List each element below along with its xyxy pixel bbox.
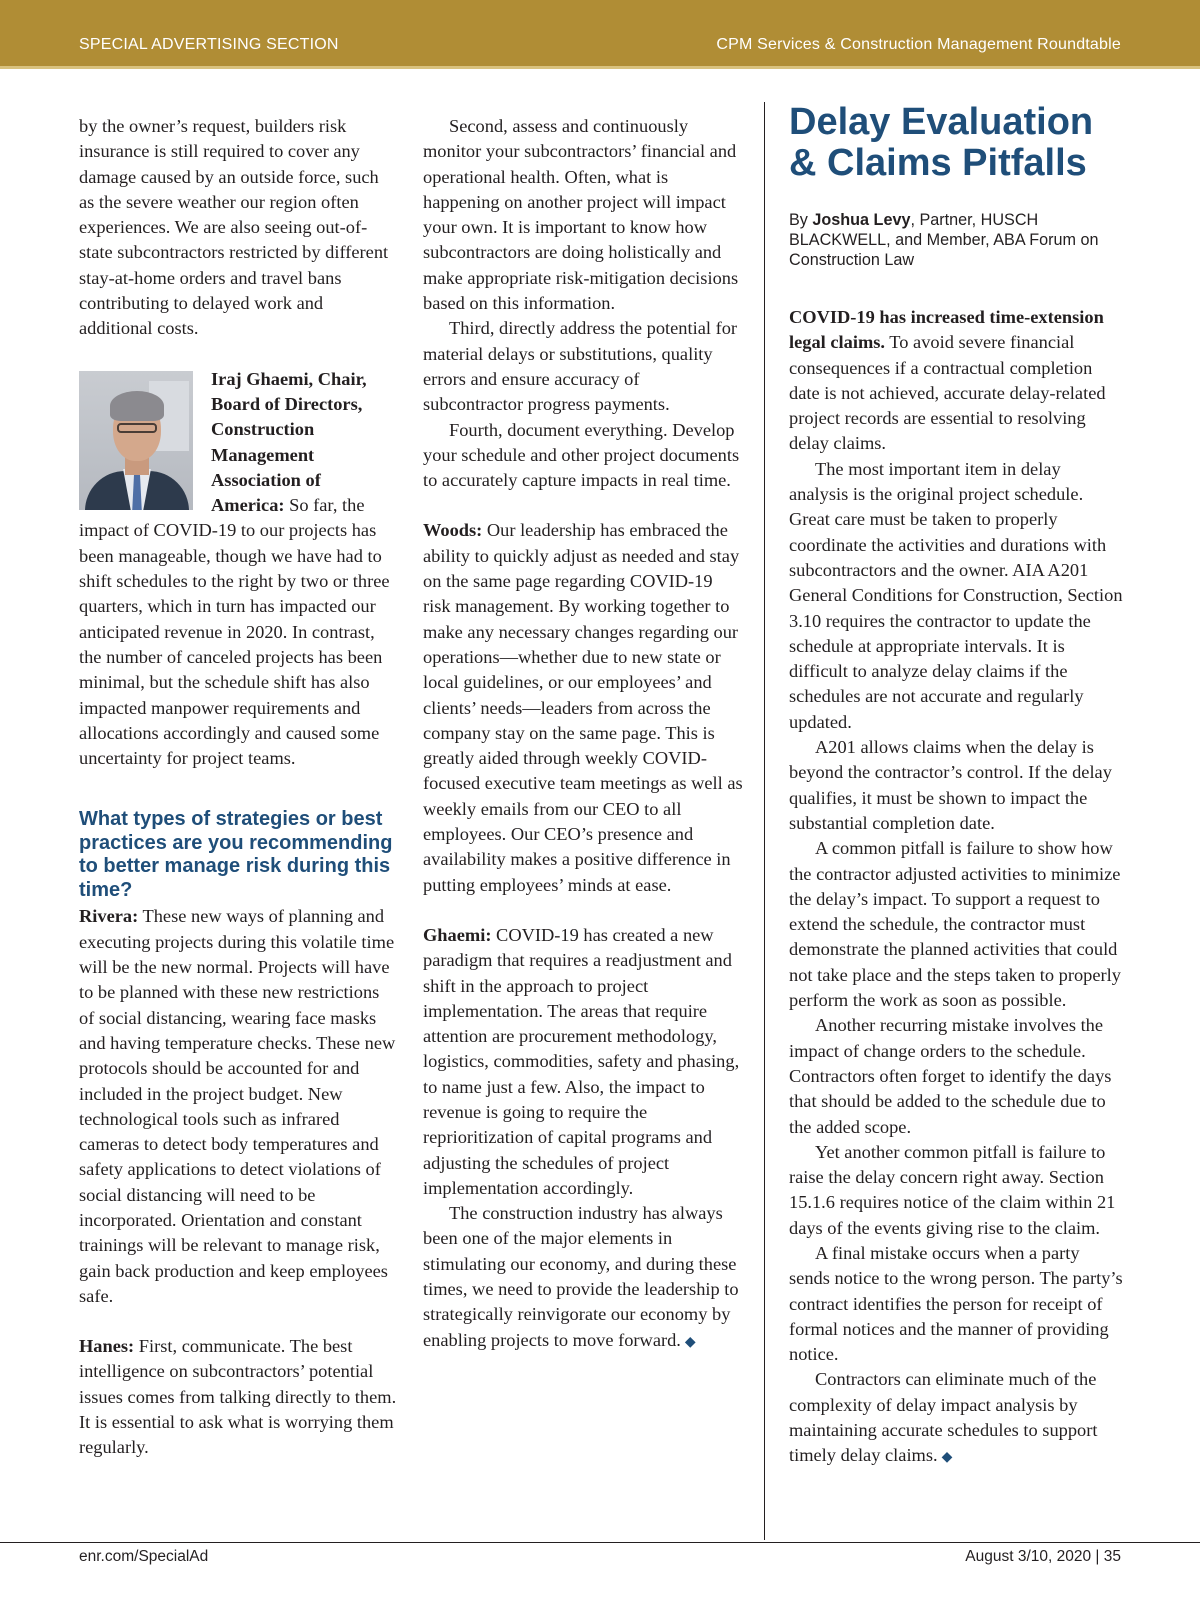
paragraph: by the owner’s request, builders risk insurance is still required to cover any damage caused by an outside force, such as the severe weather our region often experiences. We are also seeing out-of-state subcontractors restricted by different stay-at-home orders and travel bans contributing to delayed work and additional costs. [79, 116, 389, 339]
answer-text: These new ways of planning and executing projects during this volatile time will be the new normal. Projects will have to be planned with these new restrictions of social distancing, wearing face masks and having temperature checks. These new protocols should be accounted for and included in the project budget. New technological tools such as infrared cameras to detect body temperatures and safety applications to detect violations of social distancing will need to be incorporated. Orientation and constant trainings will be relevant to manage risk, gain back production and keep employees safe. [79, 906, 396, 1306]
column-1 [79, 114, 397, 1461]
hanes-answer [79, 1334, 397, 1460]
woods-answer [423, 518, 744, 897]
lead-text: To avoid severe financial consequences if a contractual completion date is not achieved, accurate delay-related project records are essential to resolving delay claims. [789, 332, 1106, 454]
answer-text: First, communicate. The best intelligence on subcontractors’ potential issues comes from talking directly to them. It is essential to ask what is worrying them regularly. [79, 1336, 397, 1458]
paragraph: A common pitfall is failure to show how the contractor adjusted activities to minimize the delay’s impact. To support a request to extend the schedule, the contractor must demonstrate the planned activities that could not take place and the steps taken to properly perform the work as soon as possible. [789, 838, 1121, 1011]
ghaemi-answer [79, 367, 397, 772]
author-name: Joshua Levy [812, 211, 911, 229]
paragraph: The most important item in delay analysis is the original project schedule. Great care must be taken to properly coordinate the activities and durations with subcontractors and the owner. AIA A201 General Conditions for Construction, Section 3.10 requires the contractor to update the schedule at appropriate intervals. It is difficult to analyze delay claims if the schedules are not accurate and regularly updated. [789, 458, 1123, 732]
paragraph [423, 1201, 744, 1355]
paragraph: Second, assess and continuously monitor your subcontractors’ financial and operational health. Often, what is happening on another project will impact your own. It is important to know how subcontractors are doing holistically and make appropriate risk-mitigation decisions based on this information. [423, 116, 739, 314]
footer-url: enr.com/SpecialAd [79, 1548, 209, 1565]
portrait-photo [79, 371, 193, 510]
section-title: CPM Services & Construction Management Roundtable [716, 36, 1121, 53]
author-details: , Partner, HUSCH BLACKWELL, and Member, ABA Forum on Construction Law [789, 211, 1099, 269]
paragraph: Yet another common pitfall is failure to raise the delay concern right away. Section 15.1.6 requires notice of the claim within 21 days of the events giving rise to the claim. [789, 1141, 1116, 1238]
paragraph-text: Contractors can eliminate much of the complexity of delay impact analysis by maintaining accurate schedules to support timely delay claims. [789, 1369, 1098, 1466]
answer-text: Our leadership has embraced the ability to quickly adjust as needed and stay on the same page regarding COVID-19 risk management. By working together to make any necessary changes regarding our operations—whether due to new state or local guidelines, or our employees’ and clients’ needs—leaders from across the company stay on the same page. This is greatly aided through weekly COVID-focused executive team meetings as well as weekly emails from our CEO to all employees. Our CEO’s presence and availability makes a positive difference in putting employees’ minds at ease. [423, 520, 743, 895]
paragraph: A final mistake occurs when a party sends notice to the wrong person. The party’s contract identifies the person for receipt of formal notices and the manner of providing notice. [789, 1242, 1123, 1365]
paragraph: Fourth, document everything. Develop your schedule and other project documents to accurately capture impacts in real time. [423, 419, 740, 491]
answer-text: COVID-19 has created a new paradigm that requires a readjustment and shift in the approach to project implementation. The areas that require attention are procurement methodology, logistics, commodities, safety and phasing, to name just a few. Also, the impact to revenue is going to require the reprioritization of capital programs and adjusting the schedules of project implementation accordingly. [423, 924, 740, 1198]
footer-rule [0, 1542, 1200, 1543]
header-band [0, 0, 1200, 69]
paragraph-text: The construction industry has always been one of the major elements in stimulating our economy, and during these times, we need to provide the leadership to strategically reinvigorate our economy by enabling projects to move forward. [423, 1203, 739, 1350]
end-mark-icon: ◆ [684, 1334, 696, 1350]
lead-bold: COVID-19 has increased time-extension legal claims. [789, 307, 1104, 353]
paragraph: Another recurring mistake involves the impact of change orders to the schedule. Contractors often forget to identify the days that should be added to the schedule due to the added scope. [789, 1015, 1112, 1137]
end-mark-icon: ◆ [941, 1450, 953, 1466]
speaker-name: Woods: [423, 520, 483, 541]
rivera-answer [79, 904, 397, 1309]
speaker-name: Ghaemi: [423, 924, 492, 945]
sidebar-title: Delay Evaluation & Claims Pitfalls [789, 101, 1094, 184]
speaker-name: Rivera: [79, 906, 139, 927]
sidebar [789, 102, 1123, 1471]
byline [789, 210, 1123, 270]
byline-prefix: By [789, 211, 813, 229]
speaker-name: Iraj Ghaemi, Chair, Board of Directors, Construction Management Association of America: [211, 368, 367, 516]
paragraph: A201 allows claims when the delay is beyond the contractor’s control. If the delay qualifies, it must be shown to impact the substantial completion date. [789, 737, 1112, 833]
section-label: SPECIAL ADVERTISING SECTION [79, 36, 339, 53]
paragraph: Third, directly address the potential for material delays or substitutions, quality errors and ensure accuracy of subcontractor progress payments. [423, 318, 738, 415]
footer-date-page: August 3/10, 2020 | 35 [965, 1548, 1121, 1565]
answer-text: So far, the impact of COVID-19 to our projects has been manageable, though we have had to shift schedules to the right by two or three quarters, which in turn has impacted our anticipated revenue in 2020. In contrast, the number of canceled projects has been minimal, but the schedule shift has also impacted manpower requirements and allocations accordingly and caused some uncertainty for project teams. [79, 495, 390, 769]
column-2 [423, 114, 744, 1355]
paragraph [789, 1367, 1123, 1470]
ghaemi-answer-2 [423, 923, 744, 1201]
lead-paragraph [789, 305, 1123, 457]
speaker-name: Hanes: [79, 1336, 135, 1357]
question-heading: What types of strategies or best practices are you recommending to better manage risk during this time? [79, 808, 393, 901]
column-divider [764, 102, 765, 1540]
